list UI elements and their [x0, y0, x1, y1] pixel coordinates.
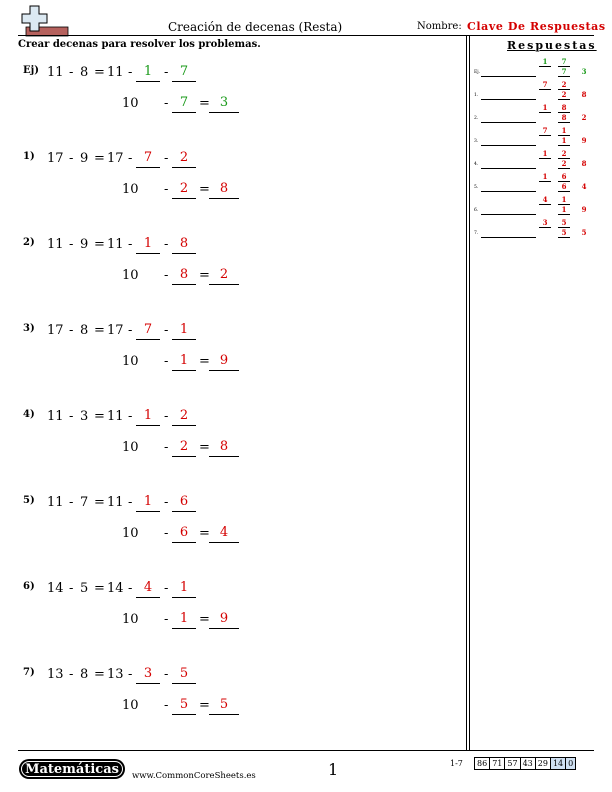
- answer-blank-result: 3: [209, 95, 239, 113]
- key-bottom-value: 7: [558, 68, 570, 77]
- answer-blank-split-2: 8: [172, 236, 196, 254]
- minus-sign: -: [69, 409, 74, 424]
- minus-sign: -: [164, 96, 169, 111]
- problem-subtrahend: 8: [80, 65, 89, 80]
- answer-blank-result: 9: [209, 353, 239, 371]
- minus-sign: -: [128, 323, 133, 338]
- worksheet-title: Creación de decenas (Resta): [168, 20, 343, 34]
- problem-minuend: 11: [47, 65, 64, 80]
- equals-sign: =: [199, 698, 210, 713]
- equals-sign: =: [199, 526, 210, 541]
- ten-value: 10: [122, 698, 139, 713]
- key-bottom-value: 8: [581, 90, 587, 99]
- score-cell: 14: [550, 758, 565, 770]
- key-item-line: [481, 237, 536, 238]
- problem-minuend: 14: [47, 581, 64, 596]
- answer-blank-result: 2: [209, 267, 239, 285]
- key-bottom-value: 2: [558, 160, 570, 169]
- key-item-label: 1.: [474, 93, 479, 98]
- minus-sign: -: [164, 151, 169, 166]
- answer-blank-remaining: 7: [172, 95, 196, 113]
- score-cell: 0: [566, 758, 576, 770]
- equals-sign: =: [199, 612, 210, 627]
- key-item-line: [481, 122, 536, 123]
- key-top-value: 1: [539, 150, 551, 159]
- problem-minuend: 17: [47, 151, 64, 166]
- answer-blank-split-2: 6: [172, 494, 196, 512]
- minus-sign: -: [69, 667, 74, 682]
- equals-sign: =: [199, 354, 210, 369]
- key-item-label: 2.: [474, 116, 479, 121]
- minus-sign: -: [164, 495, 169, 510]
- minus-sign: -: [69, 581, 74, 596]
- answer-blank-split-2: 2: [172, 150, 196, 168]
- logo-icon: [18, 5, 70, 37]
- score-cell: 29: [535, 758, 550, 770]
- key-bottom-value: 3: [581, 67, 587, 76]
- key-top-value: 6: [558, 173, 570, 182]
- ten-value: 10: [122, 354, 139, 369]
- footer-rule: [18, 750, 594, 751]
- minus-sign: -: [164, 182, 169, 197]
- minus-sign: -: [164, 237, 169, 252]
- name-label: Nombre:: [417, 21, 462, 32]
- answer-blank-split-2: 2: [172, 408, 196, 426]
- answer-blank-remaining: 2: [172, 439, 196, 457]
- minus-sign: -: [164, 612, 169, 627]
- key-bottom-value: 8: [581, 159, 587, 168]
- problem-label: 1): [23, 151, 35, 162]
- answer-blank-split-1: 7: [136, 322, 160, 340]
- score-row: [475, 758, 576, 770]
- key-top-value: 7: [558, 58, 570, 67]
- key-bottom-value: 1: [558, 137, 570, 146]
- minus-sign: -: [128, 409, 133, 424]
- problem-minuend-repeat: 11: [107, 237, 124, 252]
- score-cell: 71: [490, 758, 505, 770]
- minus-sign: -: [128, 667, 133, 682]
- ten-value: 10: [122, 268, 139, 283]
- score-cell: 86: [475, 758, 490, 770]
- answer-blank-result: 5: [209, 697, 239, 715]
- problem-minuend: 11: [47, 409, 64, 424]
- problem-minuend-repeat: 11: [107, 495, 124, 510]
- key-item-line: [481, 214, 536, 215]
- minus-sign: -: [164, 323, 169, 338]
- key-bottom-value: 1: [558, 206, 570, 215]
- answer-blank-split-1: 1: [136, 64, 160, 82]
- problem-subtrahend: 8: [80, 667, 89, 682]
- answer-blank-remaining: 6: [172, 525, 196, 543]
- problem-minuend: 13: [47, 667, 64, 682]
- answer-blank-split-1: 7: [136, 150, 160, 168]
- answer-blank-split-1: 1: [136, 408, 160, 426]
- key-item-line: [481, 99, 536, 100]
- problem-label: 2): [23, 237, 35, 248]
- problem-subtrahend: 7: [80, 495, 89, 510]
- equals-sign: =: [94, 581, 105, 596]
- problem-label: 3): [23, 323, 35, 334]
- answer-blank-split-1: 3: [136, 666, 160, 684]
- problem-label: 5): [23, 495, 35, 506]
- score-cell: 43: [520, 758, 535, 770]
- key-item-label: 6.: [474, 208, 479, 213]
- minus-sign: -: [164, 526, 169, 541]
- problem-subtrahend: 5: [80, 581, 89, 596]
- key-item-label: 7.: [474, 231, 479, 236]
- answer-blank-split-1: 4: [136, 580, 160, 598]
- problem-label: 4): [23, 409, 35, 420]
- minus-sign: -: [69, 65, 74, 80]
- problem-minuend: 11: [47, 495, 64, 510]
- ten-value: 10: [122, 440, 139, 455]
- key-top-value: 1: [558, 196, 570, 205]
- problem-subtrahend: 9: [80, 237, 89, 252]
- subject-badge: [19, 759, 125, 779]
- minus-sign: -: [164, 440, 169, 455]
- answer-blank-remaining: 1: [172, 611, 196, 629]
- minus-sign: -: [164, 409, 169, 424]
- problem-minuend: 11: [47, 237, 64, 252]
- equals-sign: =: [94, 151, 105, 166]
- key-bottom-value: 2: [558, 91, 570, 100]
- key-top-value: 1: [539, 104, 551, 113]
- minus-sign: -: [164, 698, 169, 713]
- header-rule: [18, 35, 594, 36]
- answer-blank-result: 9: [209, 611, 239, 629]
- problem-minuend: 17: [47, 323, 64, 338]
- key-bottom-value: 9: [581, 205, 587, 214]
- ten-value: 10: [122, 526, 139, 541]
- ten-value: 10: [122, 96, 139, 111]
- problem-minuend-repeat: 17: [107, 323, 124, 338]
- equals-sign: =: [94, 667, 105, 682]
- score-cell: 57: [505, 758, 520, 770]
- minus-sign: -: [164, 667, 169, 682]
- answer-blank-split-1: 1: [136, 236, 160, 254]
- key-bottom-value: 5: [558, 229, 570, 238]
- minus-sign: -: [164, 581, 169, 596]
- key-bottom-value: 6: [558, 183, 570, 192]
- problem-label: 7): [23, 667, 35, 678]
- problem-label: Ej): [23, 65, 39, 76]
- answer-blank-split-2: 5: [172, 666, 196, 684]
- key-top-value: 1: [558, 127, 570, 136]
- answer-key-title: Respuestas: [507, 39, 597, 52]
- key-bottom-value: 4: [581, 182, 587, 191]
- subject-badge-label: Matemáticas: [21, 761, 123, 777]
- key-top-value: 7: [539, 81, 551, 90]
- minus-sign: -: [69, 495, 74, 510]
- key-item-label: 3.: [474, 139, 479, 144]
- key-top-value: 2: [558, 150, 570, 159]
- problem-minuend-repeat: 13: [107, 667, 124, 682]
- minus-sign: -: [128, 237, 133, 252]
- minus-sign: -: [128, 581, 133, 596]
- minus-sign: -: [164, 65, 169, 80]
- key-top-value: 3: [539, 219, 551, 228]
- answer-blank-split-2: 7: [172, 64, 196, 82]
- answer-blank-split-2: 1: [172, 322, 196, 340]
- page-number: 1: [328, 760, 339, 779]
- problem-minuend-repeat: 17: [107, 151, 124, 166]
- key-item-line: [481, 191, 536, 192]
- problem-minuend-repeat: 11: [107, 409, 124, 424]
- ten-value: 10: [122, 612, 139, 627]
- key-top-value: 5: [558, 219, 570, 228]
- score-table: [474, 757, 576, 770]
- minus-sign: -: [164, 354, 169, 369]
- key-top-value: 1: [539, 58, 551, 67]
- equals-sign: =: [94, 237, 105, 252]
- minus-sign: -: [128, 151, 133, 166]
- score-range-label: 1-7: [450, 759, 463, 768]
- equals-sign: =: [94, 65, 105, 80]
- minus-sign: -: [69, 237, 74, 252]
- problem-minuend-repeat: 14: [107, 581, 124, 596]
- instructions: Crear decenas para resolver los problemas.: [18, 39, 261, 50]
- minus-sign: -: [69, 323, 74, 338]
- column-divider-left: [466, 35, 467, 750]
- answer-blank-split-2: 1: [172, 580, 196, 598]
- minus-sign: -: [128, 495, 133, 510]
- key-top-value: 7: [539, 127, 551, 136]
- key-item-label: 4.: [474, 162, 479, 167]
- problem-subtrahend: 8: [80, 323, 89, 338]
- minus-sign: -: [164, 268, 169, 283]
- equals-sign: =: [94, 323, 105, 338]
- key-top-value: 2: [558, 81, 570, 90]
- key-item-line: [481, 145, 536, 146]
- answer-blank-remaining: 5: [172, 697, 196, 715]
- key-top-value: 4: [539, 196, 551, 205]
- key-bottom-value: 9: [581, 136, 587, 145]
- column-divider-right: [469, 35, 470, 750]
- ten-value: 10: [122, 182, 139, 197]
- key-item-label: Ej.: [474, 70, 481, 75]
- answer-blank-split-1: 1: [136, 494, 160, 512]
- answer-blank-remaining: 2: [172, 181, 196, 199]
- equals-sign: =: [199, 182, 210, 197]
- key-bottom-value: 2: [581, 113, 587, 122]
- answer-blank-result: 4: [209, 525, 239, 543]
- key-item-label: 5.: [474, 185, 479, 190]
- equals-sign: =: [199, 96, 210, 111]
- problem-minuend-repeat: 11: [107, 65, 124, 80]
- key-top-value: 8: [558, 104, 570, 113]
- name-value: Clave De Respuestas: [467, 20, 606, 33]
- equals-sign: =: [199, 268, 210, 283]
- answer-blank-remaining: 1: [172, 353, 196, 371]
- site-url: www.CommonCoreSheets.es: [132, 771, 256, 781]
- problem-label: 6): [23, 581, 35, 592]
- answer-blank-result: 8: [209, 181, 239, 199]
- equals-sign: =: [199, 440, 210, 455]
- equals-sign: =: [94, 495, 105, 510]
- key-bottom-value: 5: [581, 228, 587, 237]
- key-top-value: 1: [539, 173, 551, 182]
- answer-blank-result: 8: [209, 439, 239, 457]
- problem-subtrahend: 9: [80, 151, 89, 166]
- key-bottom-value: 8: [558, 114, 570, 123]
- key-item-line: [481, 76, 536, 77]
- key-item-line: [481, 168, 536, 169]
- problem-subtrahend: 3: [80, 409, 89, 424]
- minus-sign: -: [69, 151, 74, 166]
- answer-blank-remaining: 8: [172, 267, 196, 285]
- equals-sign: =: [94, 409, 105, 424]
- minus-sign: -: [128, 65, 133, 80]
